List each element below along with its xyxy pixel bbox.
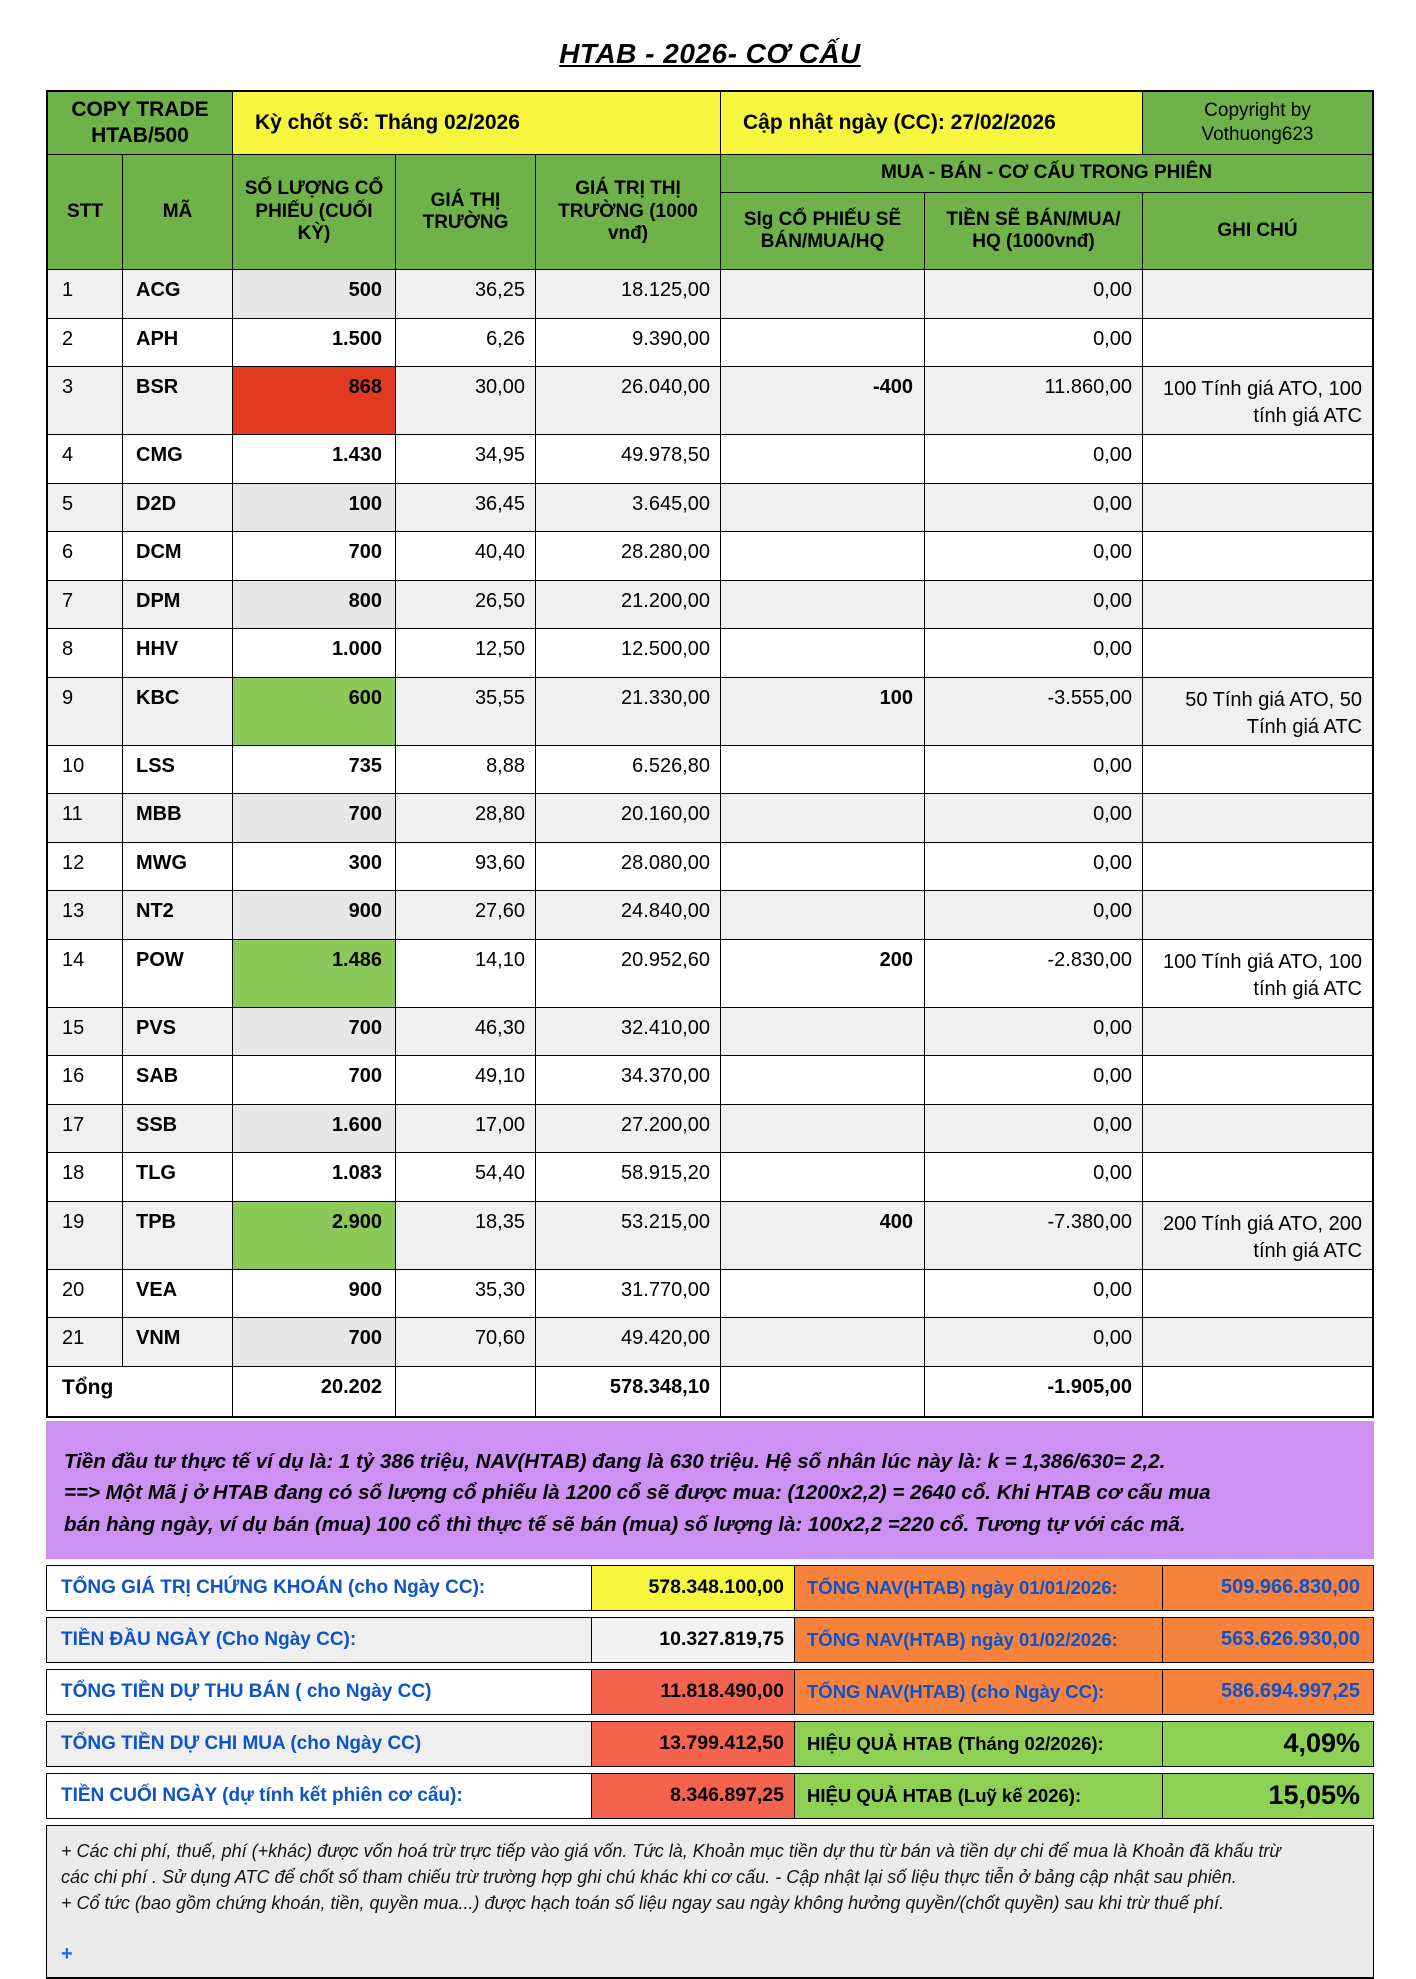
table-row bbox=[48, 940, 1372, 1008]
cell-stt: 18 bbox=[48, 1153, 123, 1201]
cell-market-price: 6,26 bbox=[396, 319, 536, 367]
cell-stt: 13 bbox=[48, 891, 123, 939]
cell-note bbox=[1143, 532, 1372, 580]
cell-market-value: 21.330,00 bbox=[536, 678, 721, 745]
cell-cash-to-trade: 0,00 bbox=[925, 581, 1143, 629]
footnote-box bbox=[46, 1825, 1374, 1979]
explain-box bbox=[46, 1421, 1374, 1559]
total-note bbox=[1143, 1367, 1372, 1416]
cell-market-price: 12,50 bbox=[396, 629, 536, 677]
copyright-line1: Copyright by bbox=[1204, 100, 1311, 122]
cell-note bbox=[1143, 1105, 1372, 1153]
cell-cash-to-trade: 11.860,00 bbox=[925, 367, 1143, 434]
cell-note bbox=[1143, 891, 1372, 939]
table-row bbox=[48, 270, 1372, 319]
summary-value-right: 15,05% bbox=[1163, 1773, 1374, 1819]
cell-stt: 9 bbox=[48, 678, 123, 745]
cell-market-value: 34.370,00 bbox=[536, 1056, 721, 1104]
copy-trade-line2: HTAB/500 bbox=[91, 124, 189, 147]
cell-market-value: 24.840,00 bbox=[536, 891, 721, 939]
table-row bbox=[48, 367, 1372, 435]
header-price: GIÁ THỊ TRƯỜNG bbox=[396, 155, 536, 269]
table-row bbox=[48, 1270, 1372, 1319]
cell-ticker: MWG bbox=[123, 843, 233, 891]
cell-ticker: TPB bbox=[123, 1202, 233, 1269]
table-row bbox=[48, 746, 1372, 795]
cell-stt: 15 bbox=[48, 1008, 123, 1056]
cell-quantity: 868 bbox=[233, 367, 396, 434]
cell-shares-to-trade bbox=[721, 581, 925, 629]
cell-ticker: CMG bbox=[123, 435, 233, 483]
table-row bbox=[48, 1202, 1372, 1270]
cell-cash-to-trade: -2.830,00 bbox=[925, 940, 1143, 1007]
copy-trade-cell bbox=[48, 92, 233, 154]
cell-market-value: 53.215,00 bbox=[536, 1202, 721, 1269]
cell-cash-to-trade: 0,00 bbox=[925, 1270, 1143, 1318]
cell-ticker: SAB bbox=[123, 1056, 233, 1104]
cell-note bbox=[1143, 270, 1372, 318]
cell-shares-to-trade bbox=[721, 843, 925, 891]
cell-stt: 6 bbox=[48, 532, 123, 580]
total-price bbox=[396, 1367, 536, 1416]
cell-market-price: 54,40 bbox=[396, 1153, 536, 1201]
cell-ticker: POW bbox=[123, 940, 233, 1007]
table-row bbox=[48, 484, 1372, 533]
cell-market-value: 20.160,00 bbox=[536, 794, 721, 842]
table-row bbox=[48, 843, 1372, 892]
cell-market-price: 26,50 bbox=[396, 581, 536, 629]
cell-cash-to-trade: 0,00 bbox=[925, 435, 1143, 483]
update-date-cell: Cập nhật ngày (CC): 27/02/2026 bbox=[721, 92, 1143, 154]
cell-shares-to-trade bbox=[721, 270, 925, 318]
cell-market-price: 49,10 bbox=[396, 1056, 536, 1104]
cell-stt: 21 bbox=[48, 1318, 123, 1366]
cell-quantity: 735 bbox=[233, 746, 396, 794]
cell-market-value: 32.410,00 bbox=[536, 1008, 721, 1056]
cell-note bbox=[1143, 1056, 1372, 1104]
cell-shares-to-trade bbox=[721, 319, 925, 367]
summary-section bbox=[46, 1565, 1374, 1819]
cell-ticker: PVS bbox=[123, 1008, 233, 1056]
cell-market-value: 3.645,00 bbox=[536, 484, 721, 532]
explain-line: bán hàng ngày, ví dụ bán (mua) 100 cổ thì thực tế sẽ bán (mua) số lượng là: 100x2,2 =220 cổ. Tương tự với các mã. bbox=[64, 1513, 1186, 1537]
table-row bbox=[48, 1008, 1372, 1057]
cell-shares-to-trade: -400 bbox=[721, 367, 925, 434]
cell-ticker: NT2 bbox=[123, 891, 233, 939]
table-row bbox=[48, 435, 1372, 484]
table-row bbox=[48, 1153, 1372, 1202]
cell-ticker: HHV bbox=[123, 629, 233, 677]
cell-market-value: 28.080,00 bbox=[536, 843, 721, 891]
cell-market-price: 14,10 bbox=[396, 940, 536, 1007]
cell-market-value: 49.420,00 bbox=[536, 1318, 721, 1366]
summary-label: TIỀN CUỐI NGÀY (dự tính kết phiên cơ cấu): bbox=[46, 1773, 592, 1819]
table-row bbox=[48, 1105, 1372, 1154]
cell-shares-to-trade bbox=[721, 629, 925, 677]
cell-note: 50 Tính giá ATO, 50 Tính giá ATC bbox=[1185, 688, 1362, 738]
summary-label: TỔNG GIÁ TRỊ CHỨNG KHOÁN (cho Ngày CC): bbox=[46, 1565, 592, 1611]
cell-ticker: SSB bbox=[123, 1105, 233, 1153]
explain-line: Tiền đầu tư thực tế ví dụ là: 1 tỷ 386 triệu, NAV(HTAB) đang là 630 triệu. Hệ số nhân lúc này là: k = 1,386/630= 2,2. bbox=[64, 1449, 1166, 1473]
cell-cash-to-trade: 0,00 bbox=[925, 1153, 1143, 1201]
cell-cash-to-trade: 0,00 bbox=[925, 1318, 1143, 1366]
summary-label: TỔNG TIỀN DỰ CHI MUA (cho Ngày CC) bbox=[46, 1721, 592, 1767]
cell-shares-to-trade bbox=[721, 1008, 925, 1056]
summary-row bbox=[46, 1565, 1374, 1611]
footnote-line: các chi phí . Sử dụng ATC để chốt số tham chiếu trừ trường hợp ghi chú khác khi cơ cấu. - Cập nhật lại số liệu thực tiễn ở bảng cập nhật sau phiên. bbox=[61, 1866, 1237, 1887]
header-note: GHI CHÚ bbox=[1217, 219, 1298, 241]
summary-value: 11.818.490,00 bbox=[592, 1669, 795, 1715]
cell-market-value: 28.280,00 bbox=[536, 532, 721, 580]
cell-note bbox=[1143, 629, 1372, 677]
total-label: Tổng bbox=[48, 1367, 233, 1416]
header-qty: SỐ LƯỢNG CỔ PHIẾU (CUỐI KỲ) bbox=[233, 155, 396, 269]
table-row bbox=[48, 581, 1372, 630]
summary-value-right: 4,09% bbox=[1163, 1721, 1374, 1767]
cell-stt: 10 bbox=[48, 746, 123, 794]
cell-ticker: LSS bbox=[123, 746, 233, 794]
cell-stt: 3 bbox=[48, 367, 123, 434]
cell-note bbox=[1143, 319, 1372, 367]
summary-value: 578.348.100,00 bbox=[592, 1565, 795, 1611]
cell-market-price: 35,30 bbox=[396, 1270, 536, 1318]
cell-quantity: 700 bbox=[233, 1318, 396, 1366]
table-row bbox=[48, 532, 1372, 581]
summary-value-right: 563.626.930,00 bbox=[1163, 1617, 1374, 1663]
table-body bbox=[48, 270, 1372, 1367]
cell-market-price: 28,80 bbox=[396, 794, 536, 842]
table-row bbox=[48, 629, 1372, 678]
cell-ticker: TLG bbox=[123, 1153, 233, 1201]
cell-market-value: 21.200,00 bbox=[536, 581, 721, 629]
header-value: GIÁ TRỊ THỊ TRƯỜNG (1000 vnđ) bbox=[536, 155, 721, 269]
cell-stt: 4 bbox=[48, 435, 123, 483]
cell-cash-to-trade: 0,00 bbox=[925, 794, 1143, 842]
cell-market-price: 46,30 bbox=[396, 1008, 536, 1056]
cell-market-price: 40,40 bbox=[396, 532, 536, 580]
summary-row bbox=[46, 1721, 1374, 1767]
explain-line: ==> Một Mã j ở HTAB đang có số lượng cổ phiếu là 1200 cổ sẽ được mua: (1200x2,2) = 2640 cổ. Khi HTAB cơ cấu mua bbox=[64, 1481, 1211, 1505]
header-tien: TIỀN SẼ BÁN/MUA/ HQ (1000vnđ) bbox=[925, 193, 1143, 269]
cell-market-price: 36,25 bbox=[396, 270, 536, 318]
cell-ticker: DPM bbox=[123, 581, 233, 629]
cell-quantity: 1.000 bbox=[233, 629, 396, 677]
cell-ticker: D2D bbox=[123, 484, 233, 532]
portfolio-table bbox=[46, 90, 1374, 1418]
cell-shares-to-trade: 200 bbox=[721, 940, 925, 1007]
summary-label-right: TỔNG NAV(HTAB) ngày 01/02/2026: bbox=[795, 1617, 1163, 1663]
total-value: 578.348,10 bbox=[536, 1367, 721, 1416]
cell-quantity: 900 bbox=[233, 1270, 396, 1318]
summary-label-right: TỔNG NAV(HTAB) (cho Ngày CC): bbox=[795, 1669, 1163, 1715]
header-band bbox=[48, 92, 1372, 155]
cell-shares-to-trade bbox=[721, 484, 925, 532]
total-slg bbox=[721, 1367, 925, 1416]
summary-value: 13.799.412,50 bbox=[592, 1721, 795, 1767]
cell-shares-to-trade bbox=[721, 746, 925, 794]
cell-stt: 20 bbox=[48, 1270, 123, 1318]
total-row bbox=[48, 1367, 1372, 1416]
cell-quantity: 700 bbox=[233, 794, 396, 842]
summary-value: 8.346.897,25 bbox=[592, 1773, 795, 1819]
total-tien: -1.905,00 bbox=[925, 1367, 1143, 1416]
cell-stt: 16 bbox=[48, 1056, 123, 1104]
cell-cash-to-trade: 0,00 bbox=[925, 532, 1143, 580]
cell-shares-to-trade bbox=[721, 435, 925, 483]
copy-trade-line1: COPY TRADE bbox=[71, 97, 209, 121]
cell-market-price: 34,95 bbox=[396, 435, 536, 483]
summary-label: TỔNG TIỀN DỰ THU BÁN ( cho Ngày CC) bbox=[46, 1669, 592, 1715]
cell-market-price: 17,00 bbox=[396, 1105, 536, 1153]
cell-note bbox=[1143, 1270, 1372, 1318]
table-row bbox=[48, 319, 1372, 368]
cell-market-price: 93,60 bbox=[396, 843, 536, 891]
cell-stt: 11 bbox=[48, 794, 123, 842]
cell-market-value: 12.500,00 bbox=[536, 629, 721, 677]
cell-note bbox=[1143, 1008, 1372, 1056]
cell-cash-to-trade: 0,00 bbox=[925, 891, 1143, 939]
table-row bbox=[48, 794, 1372, 843]
cell-ticker: KBC bbox=[123, 678, 233, 745]
cell-shares-to-trade bbox=[721, 1270, 925, 1318]
cell-cash-to-trade: 0,00 bbox=[925, 270, 1143, 318]
cell-market-price: 36,45 bbox=[396, 484, 536, 532]
summary-row bbox=[46, 1773, 1374, 1819]
cell-stt: 8 bbox=[48, 629, 123, 677]
cell-market-value: 20.952,60 bbox=[536, 940, 721, 1007]
cell-market-price: 35,55 bbox=[396, 678, 536, 745]
cell-note: 100 Tính giá ATO, 100 tính giá ATC bbox=[1162, 378, 1362, 427]
cell-market-value: 27.200,00 bbox=[536, 1105, 721, 1153]
cell-quantity: 100 bbox=[233, 484, 396, 532]
cell-quantity: 300 bbox=[233, 843, 396, 891]
cell-ticker: ACG bbox=[123, 270, 233, 318]
cell-stt: 14 bbox=[48, 940, 123, 1007]
cell-market-value: 31.770,00 bbox=[536, 1270, 721, 1318]
header-stt: STT bbox=[48, 155, 123, 269]
cell-quantity: 1.430 bbox=[233, 435, 396, 483]
cell-cash-to-trade: 0,00 bbox=[925, 843, 1143, 891]
cell-quantity: 2.900 bbox=[233, 1202, 396, 1269]
cell-cash-to-trade: -3.555,00 bbox=[925, 678, 1143, 745]
summary-label-right: HIỆU QUẢ HTAB (Tháng 02/2026): bbox=[795, 1721, 1163, 1767]
summary-value: 10.327.819,75 bbox=[592, 1617, 795, 1663]
cell-market-price: 70,60 bbox=[396, 1318, 536, 1366]
cell-quantity: 600 bbox=[233, 678, 396, 745]
summary-label-right: HIỆU QUẢ HTAB (Luỹ kế 2026): bbox=[795, 1773, 1163, 1819]
cell-quantity: 1.486 bbox=[233, 940, 396, 1007]
summary-label: TIỀN ĐẦU NGÀY (Cho Ngày CC): bbox=[46, 1617, 592, 1663]
cell-shares-to-trade bbox=[721, 532, 925, 580]
cell-quantity: 1.600 bbox=[233, 1105, 396, 1153]
cell-note bbox=[1143, 581, 1372, 629]
cell-cash-to-trade: 0,00 bbox=[925, 319, 1143, 367]
cell-stt: 19 bbox=[48, 1202, 123, 1269]
cell-quantity: 700 bbox=[233, 1008, 396, 1056]
cell-note bbox=[1143, 1318, 1372, 1366]
cell-shares-to-trade: 400 bbox=[721, 1202, 925, 1269]
copyright-line2: Vothuong623 bbox=[1201, 124, 1314, 145]
cell-quantity: 700 bbox=[233, 532, 396, 580]
cell-ticker: VNM bbox=[123, 1318, 233, 1366]
cell-market-value: 26.040,00 bbox=[536, 367, 721, 434]
cell-note bbox=[1143, 794, 1372, 842]
table-row bbox=[48, 678, 1372, 746]
cell-note: 200 Tính giá ATO, 200 tính giá ATC bbox=[1162, 1212, 1362, 1262]
header-slg: Slg CỔ PHIẾU SẼ BÁN/MUA/HQ bbox=[721, 193, 925, 269]
cell-market-value: 58.915,20 bbox=[536, 1153, 721, 1201]
cell-quantity: 700 bbox=[233, 1056, 396, 1104]
cell-shares-to-trade bbox=[721, 1318, 925, 1366]
cell-note bbox=[1143, 1153, 1372, 1201]
footnote-plus: + bbox=[61, 1943, 73, 1966]
cell-shares-to-trade bbox=[721, 1056, 925, 1104]
cell-cash-to-trade: 0,00 bbox=[925, 746, 1143, 794]
cell-quantity: 1.500 bbox=[233, 319, 396, 367]
cell-stt: 5 bbox=[48, 484, 123, 532]
cell-note bbox=[1143, 484, 1372, 532]
footnote-line: + Các chi phí, thuế, phí (+khác) được vốn hoá trừ trực tiếp vào giá vốn. Tức là, Khoản mục tiền dự thu từ bán và tiền dự chi để mua là Khoản đã khấu trừ bbox=[61, 1840, 1281, 1861]
cell-stt: 12 bbox=[48, 843, 123, 891]
cell-shares-to-trade bbox=[721, 1105, 925, 1153]
cell-quantity: 500 bbox=[233, 270, 396, 318]
cell-note bbox=[1143, 435, 1372, 483]
cell-cash-to-trade: 0,00 bbox=[925, 629, 1143, 677]
copyright-cell bbox=[1143, 92, 1372, 154]
cell-ticker: APH bbox=[123, 319, 233, 367]
cell-quantity: 900 bbox=[233, 891, 396, 939]
cell-market-price: 8,88 bbox=[396, 746, 536, 794]
cell-quantity: 800 bbox=[233, 581, 396, 629]
cell-cash-to-trade: -7.380,00 bbox=[925, 1202, 1143, 1269]
cell-stt: 1 bbox=[48, 270, 123, 318]
cell-cash-to-trade: 0,00 bbox=[925, 484, 1143, 532]
cell-market-price: 18,35 bbox=[396, 1202, 536, 1269]
table-row bbox=[48, 1318, 1372, 1367]
cell-market-value: 18.125,00 bbox=[536, 270, 721, 318]
cell-stt: 7 bbox=[48, 581, 123, 629]
summary-label-right: TỔNG NAV(HTAB) ngày 01/01/2026: bbox=[795, 1565, 1163, 1611]
table-row bbox=[48, 1056, 1372, 1105]
summary-row bbox=[46, 1617, 1374, 1663]
period-cell: Kỳ chốt số: Tháng 02/2026 bbox=[233, 92, 721, 154]
cell-stt: 17 bbox=[48, 1105, 123, 1153]
cell-ticker: DCM bbox=[123, 532, 233, 580]
header-group: MUA - BÁN - CƠ CẤU TRONG PHIÊN bbox=[721, 155, 1372, 193]
total-qty: 20.202 bbox=[233, 1367, 396, 1416]
footnote-line: + Cổ tức (bao gồm chứng khoán, tiền, quyền mua...) được hạch toán số liệu ngay sau ngày không hưởng quyền/(chốt quyền) sau khi trừ thuế phí. bbox=[61, 1892, 1224, 1913]
summary-value-right: 586.694.997,25 bbox=[1163, 1669, 1374, 1715]
cell-market-value: 9.390,00 bbox=[536, 319, 721, 367]
cell-ticker: BSR bbox=[123, 367, 233, 434]
cell-ticker: MBB bbox=[123, 794, 233, 842]
cell-ticker: VEA bbox=[123, 1270, 233, 1318]
cell-cash-to-trade: 0,00 bbox=[925, 1105, 1143, 1153]
cell-shares-to-trade bbox=[721, 1153, 925, 1201]
cell-note bbox=[1143, 746, 1372, 794]
cell-market-value: 6.526,80 bbox=[536, 746, 721, 794]
cell-market-price: 27,60 bbox=[396, 891, 536, 939]
cell-market-price: 30,00 bbox=[396, 367, 536, 434]
column-headers bbox=[48, 155, 1372, 270]
header-ma: MÃ bbox=[123, 155, 233, 269]
table-row bbox=[48, 891, 1372, 940]
summary-row bbox=[46, 1669, 1374, 1715]
cell-shares-to-trade bbox=[721, 794, 925, 842]
cell-cash-to-trade: 0,00 bbox=[925, 1056, 1143, 1104]
cell-stt: 2 bbox=[48, 319, 123, 367]
cell-cash-to-trade: 0,00 bbox=[925, 1008, 1143, 1056]
cell-shares-to-trade: 100 bbox=[721, 678, 925, 745]
cell-market-value: 49.978,50 bbox=[536, 435, 721, 483]
page-title: HTAB - 2026- CƠ CẤU bbox=[559, 38, 861, 69]
cell-quantity: 1.083 bbox=[233, 1153, 396, 1201]
cell-note bbox=[1143, 843, 1372, 891]
cell-note: 100 Tính giá ATO, 100 tính giá ATC bbox=[1162, 950, 1362, 1000]
summary-value-right: 509.966.830,00 bbox=[1163, 1565, 1374, 1611]
cell-shares-to-trade bbox=[721, 891, 925, 939]
